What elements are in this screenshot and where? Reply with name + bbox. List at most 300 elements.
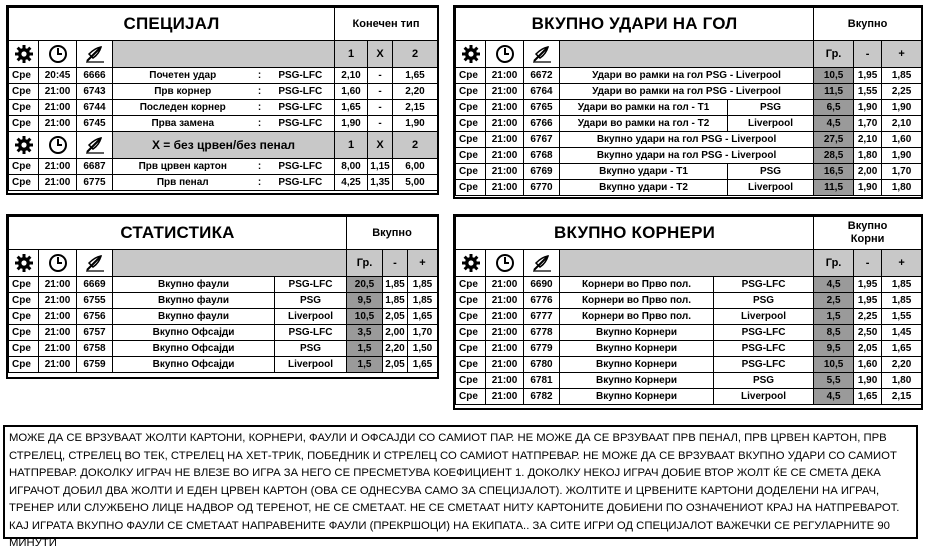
- row-desc: Вкупно фаули: [113, 309, 275, 325]
- row-team: PSG: [714, 293, 814, 309]
- row-odd-over: 1,55: [882, 309, 922, 325]
- clock-icon: [39, 132, 77, 159]
- table-row: [9, 84, 438, 100]
- row-odd-over: 1,50: [408, 341, 438, 357]
- row-odd-under: 1,85: [383, 293, 408, 309]
- row-odd-1: 8,00: [335, 159, 368, 175]
- row-odd-over: 1,80: [882, 373, 922, 389]
- row-line: 3,5: [347, 325, 383, 341]
- stats-col-minus: -: [383, 250, 408, 277]
- row-code: 6769: [524, 164, 560, 180]
- row-desc: Вкупно фаули: [113, 277, 275, 293]
- row-team: Liverpool: [728, 180, 814, 196]
- row-code: 6768: [524, 148, 560, 164]
- row-day: Сре: [456, 373, 486, 389]
- row-desc: Корнери во Прво пол.: [560, 293, 714, 309]
- row-odd-under: 1,95: [854, 277, 882, 293]
- row-line: 11,5: [814, 180, 854, 196]
- row-desc: Вкупно удари на гол PSG - Liverpool: [560, 148, 814, 164]
- pen-icon: [77, 250, 113, 277]
- row-code: 6766: [524, 116, 560, 132]
- row-line: 4,5: [814, 277, 854, 293]
- row-desc: Удари во рамки на гол - Т2: [560, 116, 728, 132]
- row-day: Сре: [456, 309, 486, 325]
- row-team: PSG-LFC: [714, 325, 814, 341]
- row-line: 10,5: [814, 357, 854, 373]
- corners-header-gray: [560, 250, 814, 277]
- row-desc: Прва замена: [113, 116, 253, 132]
- corners-col-line: Гр.: [814, 250, 854, 277]
- gear-icon: [9, 132, 39, 159]
- row-odd-under: 2,05: [854, 341, 882, 357]
- row-desc: Удари во рамки на гол PSG - Liverpool: [560, 68, 814, 84]
- table-row: [456, 116, 922, 132]
- row-time: 21:00: [486, 309, 524, 325]
- row-day: Сре: [9, 277, 39, 293]
- row-team: Liverpool: [714, 309, 814, 325]
- row-odd-x: 1,15: [368, 159, 393, 175]
- row-odd-under: 1,70: [854, 116, 882, 132]
- row-time: 21:00: [486, 164, 524, 180]
- corners-total-header-line2: Корни: [850, 233, 885, 245]
- row-day: Сре: [456, 132, 486, 148]
- row-line: 4,5: [814, 116, 854, 132]
- row-odd-x: -: [368, 100, 393, 116]
- clock-icon: [39, 41, 77, 68]
- row-code: 6780: [524, 357, 560, 373]
- row-time: 21:00: [39, 159, 77, 175]
- row-code: 6672: [524, 68, 560, 84]
- row-odd-over: 1,70: [408, 325, 438, 341]
- row-line: 6,5: [814, 100, 854, 116]
- row-code: 6756: [77, 309, 113, 325]
- row-odd-over: 2,20: [882, 357, 922, 373]
- row-day: Сре: [456, 180, 486, 196]
- shots-col-line: Гр.: [814, 41, 854, 68]
- row-separator: :: [253, 84, 267, 100]
- row-line: 2,5: [814, 293, 854, 309]
- row-odd-2: 5,00: [393, 175, 438, 191]
- table-row: [456, 277, 922, 293]
- stats-header-gray: [113, 250, 347, 277]
- row-team: PSG-LFC: [267, 159, 335, 175]
- row-odd-2: 6,00: [393, 159, 438, 175]
- corners-panel: [453, 214, 923, 410]
- shots-total-header: Вкупно: [814, 8, 922, 41]
- row-day: Сре: [456, 389, 486, 405]
- row-desc: Вкупно Корнери: [560, 341, 714, 357]
- row-time: 21:00: [486, 68, 524, 84]
- row-line: 5,5: [814, 373, 854, 389]
- specials-col-x: X: [368, 132, 393, 159]
- row-separator: :: [253, 175, 267, 191]
- row-desc: Удари во рамки на гол - Т1: [560, 100, 728, 116]
- row-time: 21:00: [39, 341, 77, 357]
- row-team: PSG-LFC: [267, 100, 335, 116]
- row-team: PSG-LFC: [714, 357, 814, 373]
- row-team: Liverpool: [275, 309, 347, 325]
- row-code: 6759: [77, 357, 113, 373]
- row-odd-under: 1,90: [854, 100, 882, 116]
- row-day: Сре: [9, 293, 39, 309]
- table-row: [9, 116, 438, 132]
- row-desc: Вкупно удари - Т1: [560, 164, 728, 180]
- row-time: 21:00: [39, 175, 77, 191]
- row-day: Сре: [9, 325, 39, 341]
- corners-title: ВКУПНО КОРНЕРИ: [456, 217, 814, 250]
- row-odd-under: 1,55: [854, 84, 882, 100]
- row-code: 6743: [77, 84, 113, 100]
- specials-panel: [6, 5, 439, 195]
- row-time: 21:00: [39, 357, 77, 373]
- row-odd-under: 1,65: [854, 389, 882, 405]
- row-line: 27,5: [814, 132, 854, 148]
- pen-icon: [77, 132, 113, 159]
- corners-total-header: [814, 217, 922, 250]
- row-odd-under: 1,95: [854, 68, 882, 84]
- row-code: 6770: [524, 180, 560, 196]
- row-code: 6781: [524, 373, 560, 389]
- row-day: Сре: [456, 164, 486, 180]
- gear-icon: [456, 250, 486, 277]
- table-row: [456, 164, 922, 180]
- row-odd-under: 2,10: [854, 132, 882, 148]
- table-row: [9, 309, 438, 325]
- row-team: Liverpool: [714, 389, 814, 405]
- table-row: [456, 357, 922, 373]
- table-row: [9, 341, 438, 357]
- row-team: Liverpool: [275, 357, 347, 373]
- row-time: 21:00: [486, 84, 524, 100]
- row-day: Сре: [456, 341, 486, 357]
- row-line: 1,5: [347, 357, 383, 373]
- row-code: 6755: [77, 293, 113, 309]
- clock-icon: [486, 250, 524, 277]
- row-code: 6782: [524, 389, 560, 405]
- row-odd-over: 1,90: [882, 148, 922, 164]
- stats-table: [8, 216, 438, 373]
- row-line: 1,5: [347, 341, 383, 357]
- specials-col-2: 2: [393, 41, 438, 68]
- gear-icon: [9, 250, 39, 277]
- row-time: 21:00: [486, 132, 524, 148]
- row-day: Сре: [456, 357, 486, 373]
- row-time: 21:00: [486, 389, 524, 405]
- specials-type-header: Конечен тип: [335, 8, 438, 41]
- row-code: 6764: [524, 84, 560, 100]
- table-row: [9, 277, 438, 293]
- row-code: 6757: [77, 325, 113, 341]
- row-day: Сре: [456, 100, 486, 116]
- row-line: 20,5: [347, 277, 383, 293]
- row-team: PSG-LFC: [275, 325, 347, 341]
- specials-col-1: 1: [335, 132, 368, 159]
- row-separator: :: [253, 159, 267, 175]
- row-day: Сре: [456, 84, 486, 100]
- row-odd-over: 1,80: [882, 180, 922, 196]
- row-day: Сре: [9, 341, 39, 357]
- row-odd-2: 1,65: [393, 68, 438, 84]
- row-odd-over: 1,85: [882, 277, 922, 293]
- row-desc: Вкупно удари на гол PSG - Liverpool: [560, 132, 814, 148]
- table-row: [9, 100, 438, 116]
- row-time: 21:00: [486, 116, 524, 132]
- row-odd-under: 2,20: [383, 341, 408, 357]
- shots-col-plus: +: [882, 41, 922, 68]
- row-line: 16,5: [814, 164, 854, 180]
- row-odd-over: 1,60: [882, 132, 922, 148]
- row-time: 21:00: [486, 148, 524, 164]
- row-desc: Удари во рамки на гол PSG - Liverpool: [560, 84, 814, 100]
- row-desc: Почетен удар: [113, 68, 253, 84]
- row-code: 6666: [77, 68, 113, 84]
- row-desc: Корнери во Прво пол.: [560, 309, 714, 325]
- row-separator: :: [253, 68, 267, 84]
- row-time: 21:00: [39, 325, 77, 341]
- row-code: 6669: [77, 277, 113, 293]
- row-team: PSG-LFC: [267, 84, 335, 100]
- row-day: Сре: [9, 116, 39, 132]
- row-odd-1: 4,25: [335, 175, 368, 191]
- row-odd-under: 2,50: [854, 325, 882, 341]
- row-odd-over: 1,85: [408, 277, 438, 293]
- row-time: 21:00: [39, 293, 77, 309]
- row-code: 6745: [77, 116, 113, 132]
- table-row: [456, 132, 922, 148]
- row-desc: Вкупно фаули: [113, 293, 275, 309]
- row-time: 21:00: [486, 341, 524, 357]
- row-line: 9,5: [814, 341, 854, 357]
- row-day: Сре: [456, 148, 486, 164]
- shots-panel: [453, 5, 923, 199]
- row-desc: Прв пенал: [113, 175, 253, 191]
- table-row: [9, 68, 438, 84]
- specials-x-header: X = без црвен/без пенал: [113, 132, 335, 159]
- table-row: [456, 148, 922, 164]
- stats-total-header: Вкупно: [347, 217, 438, 250]
- stats-col-plus: +: [408, 250, 438, 277]
- table-row: [456, 341, 922, 357]
- table-row: [456, 309, 922, 325]
- row-time: 21:00: [486, 357, 524, 373]
- row-desc: Прв црвен картон: [113, 159, 253, 175]
- row-team: PSG-LFC: [714, 341, 814, 357]
- specials-table: [8, 7, 438, 191]
- row-odd-over: 1,70: [882, 164, 922, 180]
- row-code: 6687: [77, 159, 113, 175]
- row-separator: :: [253, 100, 267, 116]
- row-team: Liverpool: [728, 116, 814, 132]
- table-row: [456, 84, 922, 100]
- row-code: 6767: [524, 132, 560, 148]
- row-odd-2: 2,15: [393, 100, 438, 116]
- row-odd-under: 1,60: [854, 357, 882, 373]
- row-code: 6765: [524, 100, 560, 116]
- row-desc: Вкупно Офсајди: [113, 357, 275, 373]
- row-line: 1,5: [814, 309, 854, 325]
- row-odd-x: -: [368, 116, 393, 132]
- row-line: 9,5: [347, 293, 383, 309]
- row-desc: Вкупно Офсајди: [113, 325, 275, 341]
- row-odd-over: 2,15: [882, 389, 922, 405]
- pen-icon: [77, 41, 113, 68]
- table-row: [9, 325, 438, 341]
- row-odd-under: 2,25: [854, 309, 882, 325]
- row-odd-1: 1,60: [335, 84, 368, 100]
- row-odd-over: 2,25: [882, 84, 922, 100]
- row-code: 6777: [524, 309, 560, 325]
- row-time: 21:00: [486, 100, 524, 116]
- row-desc: Вкупно Корнери: [560, 325, 714, 341]
- row-odd-under: 2,00: [383, 325, 408, 341]
- row-odd-under: 2,00: [854, 164, 882, 180]
- row-code: 6690: [524, 277, 560, 293]
- shots-table: [455, 7, 922, 196]
- row-odd-x: 1,35: [368, 175, 393, 191]
- row-time: 21:00: [39, 309, 77, 325]
- row-day: Сре: [456, 325, 486, 341]
- clock-icon: [486, 41, 524, 68]
- row-line: 4,5: [814, 389, 854, 405]
- row-day: Сре: [456, 277, 486, 293]
- table-row: [9, 175, 438, 191]
- row-odd-under: 1,90: [854, 373, 882, 389]
- table-row: [456, 325, 922, 341]
- row-odd-1: 1,90: [335, 116, 368, 132]
- row-day: Сре: [9, 309, 39, 325]
- row-day: Сре: [9, 159, 39, 175]
- row-desc: Вкупно Корнери: [560, 373, 714, 389]
- row-team: PSG: [275, 293, 347, 309]
- row-time: 21:00: [39, 277, 77, 293]
- corners-total-header-line1: Вкупно: [847, 220, 888, 232]
- row-team: PSG-LFC: [714, 277, 814, 293]
- row-odd-x: -: [368, 68, 393, 84]
- row-team: PSG-LFC: [267, 116, 335, 132]
- stats-panel: [6, 214, 439, 379]
- row-code: 6779: [524, 341, 560, 357]
- row-team: PSG-LFC: [275, 277, 347, 293]
- row-odd-over: 1,85: [882, 293, 922, 309]
- row-line: 10,5: [347, 309, 383, 325]
- row-time: 21:00: [486, 373, 524, 389]
- specials-title: СПЕЦИЈАЛ: [9, 8, 335, 41]
- row-line: 8,5: [814, 325, 854, 341]
- row-day: Сре: [9, 100, 39, 116]
- table-row: [9, 293, 438, 309]
- row-desc: Вкупно Офсајди: [113, 341, 275, 357]
- row-code: 6775: [77, 175, 113, 191]
- row-team: PSG-LFC: [267, 175, 335, 191]
- table-row: [456, 293, 922, 309]
- row-odd-under: 1,90: [854, 180, 882, 196]
- row-code: 6744: [77, 100, 113, 116]
- row-desc: Вкупно удари - Т2: [560, 180, 728, 196]
- row-odd-over: 1,45: [882, 325, 922, 341]
- row-odd-under: 1,80: [854, 148, 882, 164]
- row-odd-under: 2,05: [383, 357, 408, 373]
- row-day: Сре: [9, 84, 39, 100]
- pen-icon: [524, 250, 560, 277]
- row-odd-over: 1,65: [408, 309, 438, 325]
- row-time: 21:00: [39, 100, 77, 116]
- row-time: 21:00: [486, 293, 524, 309]
- row-team: PSG: [714, 373, 814, 389]
- row-team: PSG: [275, 341, 347, 357]
- gear-icon: [456, 41, 486, 68]
- row-day: Сре: [456, 293, 486, 309]
- row-team: PSG: [728, 164, 814, 180]
- row-code: 6776: [524, 293, 560, 309]
- row-line: 10,5: [814, 68, 854, 84]
- clock-icon: [39, 250, 77, 277]
- row-odd-over: 1,90: [882, 100, 922, 116]
- stats-title: СТАТИСТИКА: [9, 217, 347, 250]
- row-desc: Прв корнер: [113, 84, 253, 100]
- row-desc: Вкупно Корнери: [560, 389, 714, 405]
- row-desc: Последен корнер: [113, 100, 253, 116]
- row-day: Сре: [9, 68, 39, 84]
- rules-note: МОЖЕ ДА СЕ ВРЗУВААТ ЖОЛТИ КАРТОНИ, КОРНЕРИ, ФАУЛИ И ОФСАЈДИ СО САМИОТ ПАР. НЕ МОЖЕ ДА СЕ ВРЗУВААТ ПРВ ПЕНАЛ, ПРВ ЦРВЕН КАРТОН, ПРВ СТРЕЛЕЦ, СТРЕЛЕЦ ВО ТЕК, СТРЕЛЕЦ НА ХЕТ-ТРИК, ПОБЕДНИК И СТРЕЛЕЦ СО САМИОТ НАТПРЕВАР. НЕ МОЖЕ ДА СЕ ВРЗУВААТ ВКУПНО УДАРИ СО САМИОТ НАТПРЕВАР. ДОКОЛКУ ИГРАЧ НЕ ВЛЕЗЕ ВО ИГРА ЗА НЕГО СЕ ПРЕСМЕТУВА КОЕФИЦИЕНТ 1. ДОКОЛКУ НЕКОЈ ИГРАЧ ДОБИЕ ВТОР ЖОЛТ ЌЕ СЕ СМЕТА ДЕКА ИГРАЧОТ ДОБИЛ ДВА ЖОЛТИ И ЕДЕН ЦРВЕН КАРТОН (ОВА СЕ ОДНЕСУВА САМО ЗА СПЕЦИЈАЛОТ). ЖОЛТИТЕ И ЦРВЕНИТЕ КАРТОНИ ДОДЕЛЕНИ НА ИГРАЧ, ТРЕНЕР ИЛИ СЛУЖБЕНО ЛИЦЕ НАДВОР ОД ТЕРЕНОТ, НЕ СЕ СМЕТААТ. НЕ СЕ СМЕТААТ НИТУ КАРТОНИТЕ ДОБИЕНИ ПО ОЗНАЧЕНИОТ КРАЈ НА НАТПРЕВАРОТ. КАЈ ИГРАТА ВКУПНО ФАУЛИ СЕ СМЕТААТ НАПРАВЕНИТЕ ФАУЛИ (ПРЕКРШОЦИ) НА ЕКИПАТА.. ЗА СИТЕ ИГРИ ОД СПЕЦИЈАЛОТ ВАЖЕЧКИ СЕ РЕГУЛАРНИТЕ 90 МИНУТИ: [3, 425, 918, 539]
- row-odd-under: 2,05: [383, 309, 408, 325]
- row-time: 21:00: [39, 84, 77, 100]
- row-day: Сре: [456, 116, 486, 132]
- row-odd-over: 2,10: [882, 116, 922, 132]
- specials-header-gray: [113, 41, 335, 68]
- shots-title: ВКУПНО УДАРИ НА ГОЛ: [456, 8, 814, 41]
- shots-header-gray: [560, 41, 814, 68]
- row-time: 21:00: [486, 180, 524, 196]
- row-desc: Корнери во Прво пол.: [560, 277, 714, 293]
- row-odd-over: 1,85: [408, 293, 438, 309]
- row-line: 11,5: [814, 84, 854, 100]
- row-code: 6778: [524, 325, 560, 341]
- row-team: PSG: [728, 100, 814, 116]
- specials-col-2: 2: [393, 132, 438, 159]
- gear-icon: [9, 41, 39, 68]
- row-separator: :: [253, 116, 267, 132]
- table-row: [456, 68, 922, 84]
- row-odd-under: 1,85: [383, 277, 408, 293]
- row-odd-over: 1,85: [882, 68, 922, 84]
- row-odd-under: 1,95: [854, 293, 882, 309]
- row-desc: Вкупно Корнери: [560, 357, 714, 373]
- row-day: Сре: [9, 357, 39, 373]
- row-code: 6758: [77, 341, 113, 357]
- stats-col-line: Гр.: [347, 250, 383, 277]
- row-time: 21:00: [486, 277, 524, 293]
- row-odd-1: 2,10: [335, 68, 368, 84]
- row-day: Сре: [9, 175, 39, 191]
- row-odd-2: 1,90: [393, 116, 438, 132]
- pen-icon: [524, 41, 560, 68]
- corners-table: [455, 216, 922, 405]
- row-odd-1: 1,65: [335, 100, 368, 116]
- table-row: [456, 100, 922, 116]
- corners-col-plus: +: [882, 250, 922, 277]
- row-odd-x: -: [368, 84, 393, 100]
- table-row: [9, 159, 438, 175]
- row-team: PSG-LFC: [267, 68, 335, 84]
- table-row: [456, 389, 922, 405]
- row-time: 20:45: [39, 68, 77, 84]
- row-odd-2: 2,20: [393, 84, 438, 100]
- row-time: 21:00: [39, 116, 77, 132]
- table-row: [9, 357, 438, 373]
- specials-col-x: X: [368, 41, 393, 68]
- row-line: 28,5: [814, 148, 854, 164]
- row-odd-over: 1,65: [882, 341, 922, 357]
